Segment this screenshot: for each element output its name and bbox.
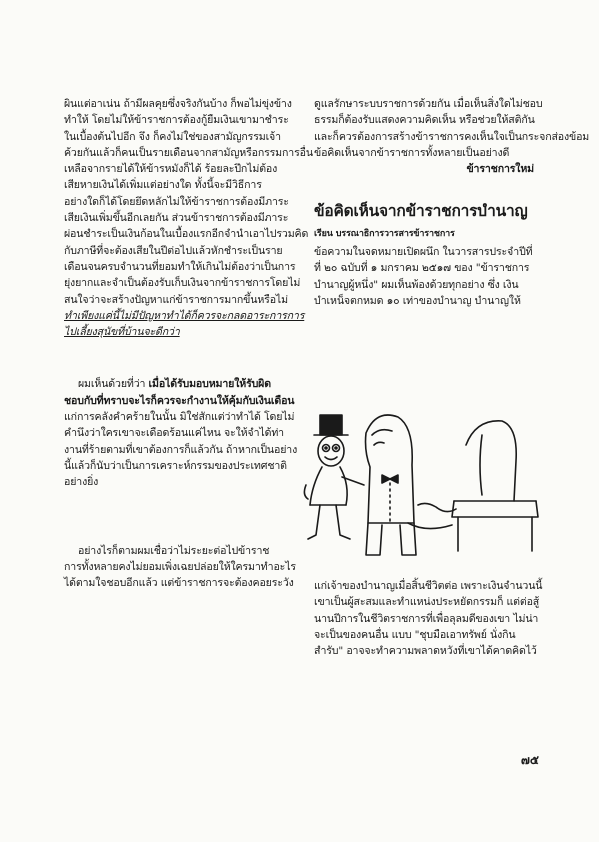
text-line: ในเบื้องต้นไปอีก จึง ก็คงไม่ใช่ของสามัญกรรมเจ้า [64,130,281,143]
text-line: อย่างใดก็ได้โดยยึดหลักไม่ให้ข้าราชการต้องมีภาระ [64,195,289,208]
text-line: เสียหายเงินได้เพิ่มแต่อย่างใด ทั้งนี้จะมีวิธีการ [64,179,262,192]
text-line: บำนาญผู้หนึ่ง" ผมเห็นพ้องด้วยทุกอย่าง ซึ่ง เงิน [314,278,519,291]
left-paragraph-3 [64,543,296,592]
text-line: ทำให้ โดยไม่ให้ข้าราชการต้องกู้ยืมเงินเขามาชำระ [64,114,289,127]
text-line: เดือนจนครบจำนวนที่ยอมทำให้เกินไม่ต้องว่าเป็นการ [64,260,296,273]
text-line: สนใจว่าจะสร้างปัญหาแก่ข้าราชการมากขึ้นหรือไม่ [64,293,288,306]
text-line: ได้ตามใจชอบอีกแล้ว แต่ข้าราชการจะต้องคอยระวัง [64,577,294,590]
text-line: ดูแลรักษาระบบราชการด้วยกัน เมื่อเห็นสิ่งใดไม่ชอบ [314,98,543,110]
small-man-figure [304,415,364,539]
text-line: และก็ควรต้องการสร้างข้าราชการคงเห็นใจเป็นกระจกส่องข้อม [314,130,590,143]
article-salutation: เรียน บรรณาธิการวารสารข้าราชการ [314,228,455,239]
right-paragraph-1 [314,96,590,161]
text-line: เขาเป็นผู้สะสมและทำแหน่งประหยัดกรรมก็ แต่ต่อสู้ [314,596,540,609]
text-line: งานที่ร้ายตามที่เขาต้องการก็แล้วกัน ถ้าหากเป็นอย่าง [64,443,298,456]
text-line: นี้แล้วก็นับว่าเป็นการเคราะห์กรรมของประเทศชาติ [64,459,287,472]
text-line: ที่ ๒๐ ฉบับที่ ๑ มกราคม ๒๕๑๗ ของ "ข้าราชการ [314,262,530,275]
text-line: นานปีการในชีวิตราชการที่เพื่อลุลมดีของเขา ไม่น่า [314,612,539,625]
left-paragraph-2 [64,376,298,490]
spacer [64,491,292,543]
text-line: ชอบกับที่ทราบจะไรก็ควรจะกำงานให้คุ้มกับเงินเดือน [64,394,295,407]
bold-text: เมื่อได้รับมอบหมายให้รับผิด [148,378,271,391]
right-paragraph-2 [314,578,546,659]
letter-opening [314,244,546,309]
lead-text: ผมเห็นด้วยที่ว่า [78,378,146,391]
right-column-lower [314,578,546,659]
article-headline: ข้อคิดเห็นจากข้าราชการบำนาญ [314,202,528,221]
left-paragraph-1 [64,96,313,340]
text-line: ข้อคิดเห็นจากข้าราชการทั้งหลายเป็นอย่างดี [314,146,510,159]
text-line: ค้วยกันแล้วก็คนเป็นรายเดือนจากสามัญหรือกรรมการอื่น [64,146,313,159]
text-line: สำรับ" อาจจะทำความพลาดหวังที่เขาได้คาดคิดไว้ [314,645,537,658]
left-column [64,96,313,591]
text-line: เสียเงินเพิ่มขึ้นอีกเลยกัน ส่วนข้าราชการต้องมีภาระ [64,212,289,225]
page-number: ๗๕ [520,753,539,767]
text-line [64,376,292,392]
text-line: กับภาษีที่จะต้องเสียในปีต่อไปแล้วหักชำระเป็นราย [64,244,283,257]
cartoon-illustration [306,405,546,570]
text-line: เหลือจากรายได้ให้ข้ารหมังก็ได้ ร้อยละปึกไม่ต้อง [64,163,278,176]
emphasis-line: ไปเลี้ยงสุนัขที่บ้านจะดีกว่า [64,326,180,339]
text-line: การทั้งหลายคงไม่ยอมเพิ่งเฉยปล่อยให้ใครมาทำอะไร [64,560,296,573]
text-line: แก่เจ้าของบำนาญเมื่อสิ้นชีวิตต่อ เพราะเงินจำนวนนี้ [314,580,543,592]
text-line: แก่การคลังคำคร้ายในนั้น มิใช่สักแต่ว่าทำได้ โดยไม่ [64,411,295,424]
emphasis-line: ทำเพียงแค่นี้ไม่มีปัญหาทำได้ก็ควรจะกลดอาระการการ [64,309,305,322]
text-line: ยุ่งยากและจำเป็นต้องรับเก็บเงินจากข้าราชการโดยไม่ [64,277,301,290]
text-line: ผ่อนชำระเป็นเงินก้อนในเบื้องแรกอีกจำนำเอาไปรวมคิด [64,228,309,241]
tall-man-figure [366,415,417,555]
spacer [64,340,292,376]
text-line: อย่างไรก็ตามผมเชื่อว่าไม่ระยะต่อไปข้าราช [78,544,270,557]
text-line: คำนึงว่าใครเขาจะเดือดร้อนแค่ไหน จะให้จำได้ท่า [64,427,284,440]
text-line: บำเหน็จตกหมด ๑๐ เท่าของบำนาญ บำนาญให้ [314,294,521,307]
chair-figure [408,421,538,551]
text-line: จะเป็นของคนอื่น แบบ "ชุบมือเอาทรัพย์ นั่งกิน [314,628,516,641]
author-signature: ข้าราชการใหม่ [466,163,534,176]
right-column [314,96,590,309]
text-line: ผินแต่อาเน่น ถ้ามีผลคุยซึ่งจริงกันบ้าง ก็พอไม่ขุ่งข้าง [64,98,292,110]
text-line: ข้อความในจดหมายเปิดผนึก ในวารสารประจำปีที่ [314,246,533,259]
text-line: ธรรมก็ต้องรับแสดงความคิดเห็น หรือช่วยให้สติกัน [314,114,535,127]
text-line: อย่างยิ่ง [64,476,99,489]
